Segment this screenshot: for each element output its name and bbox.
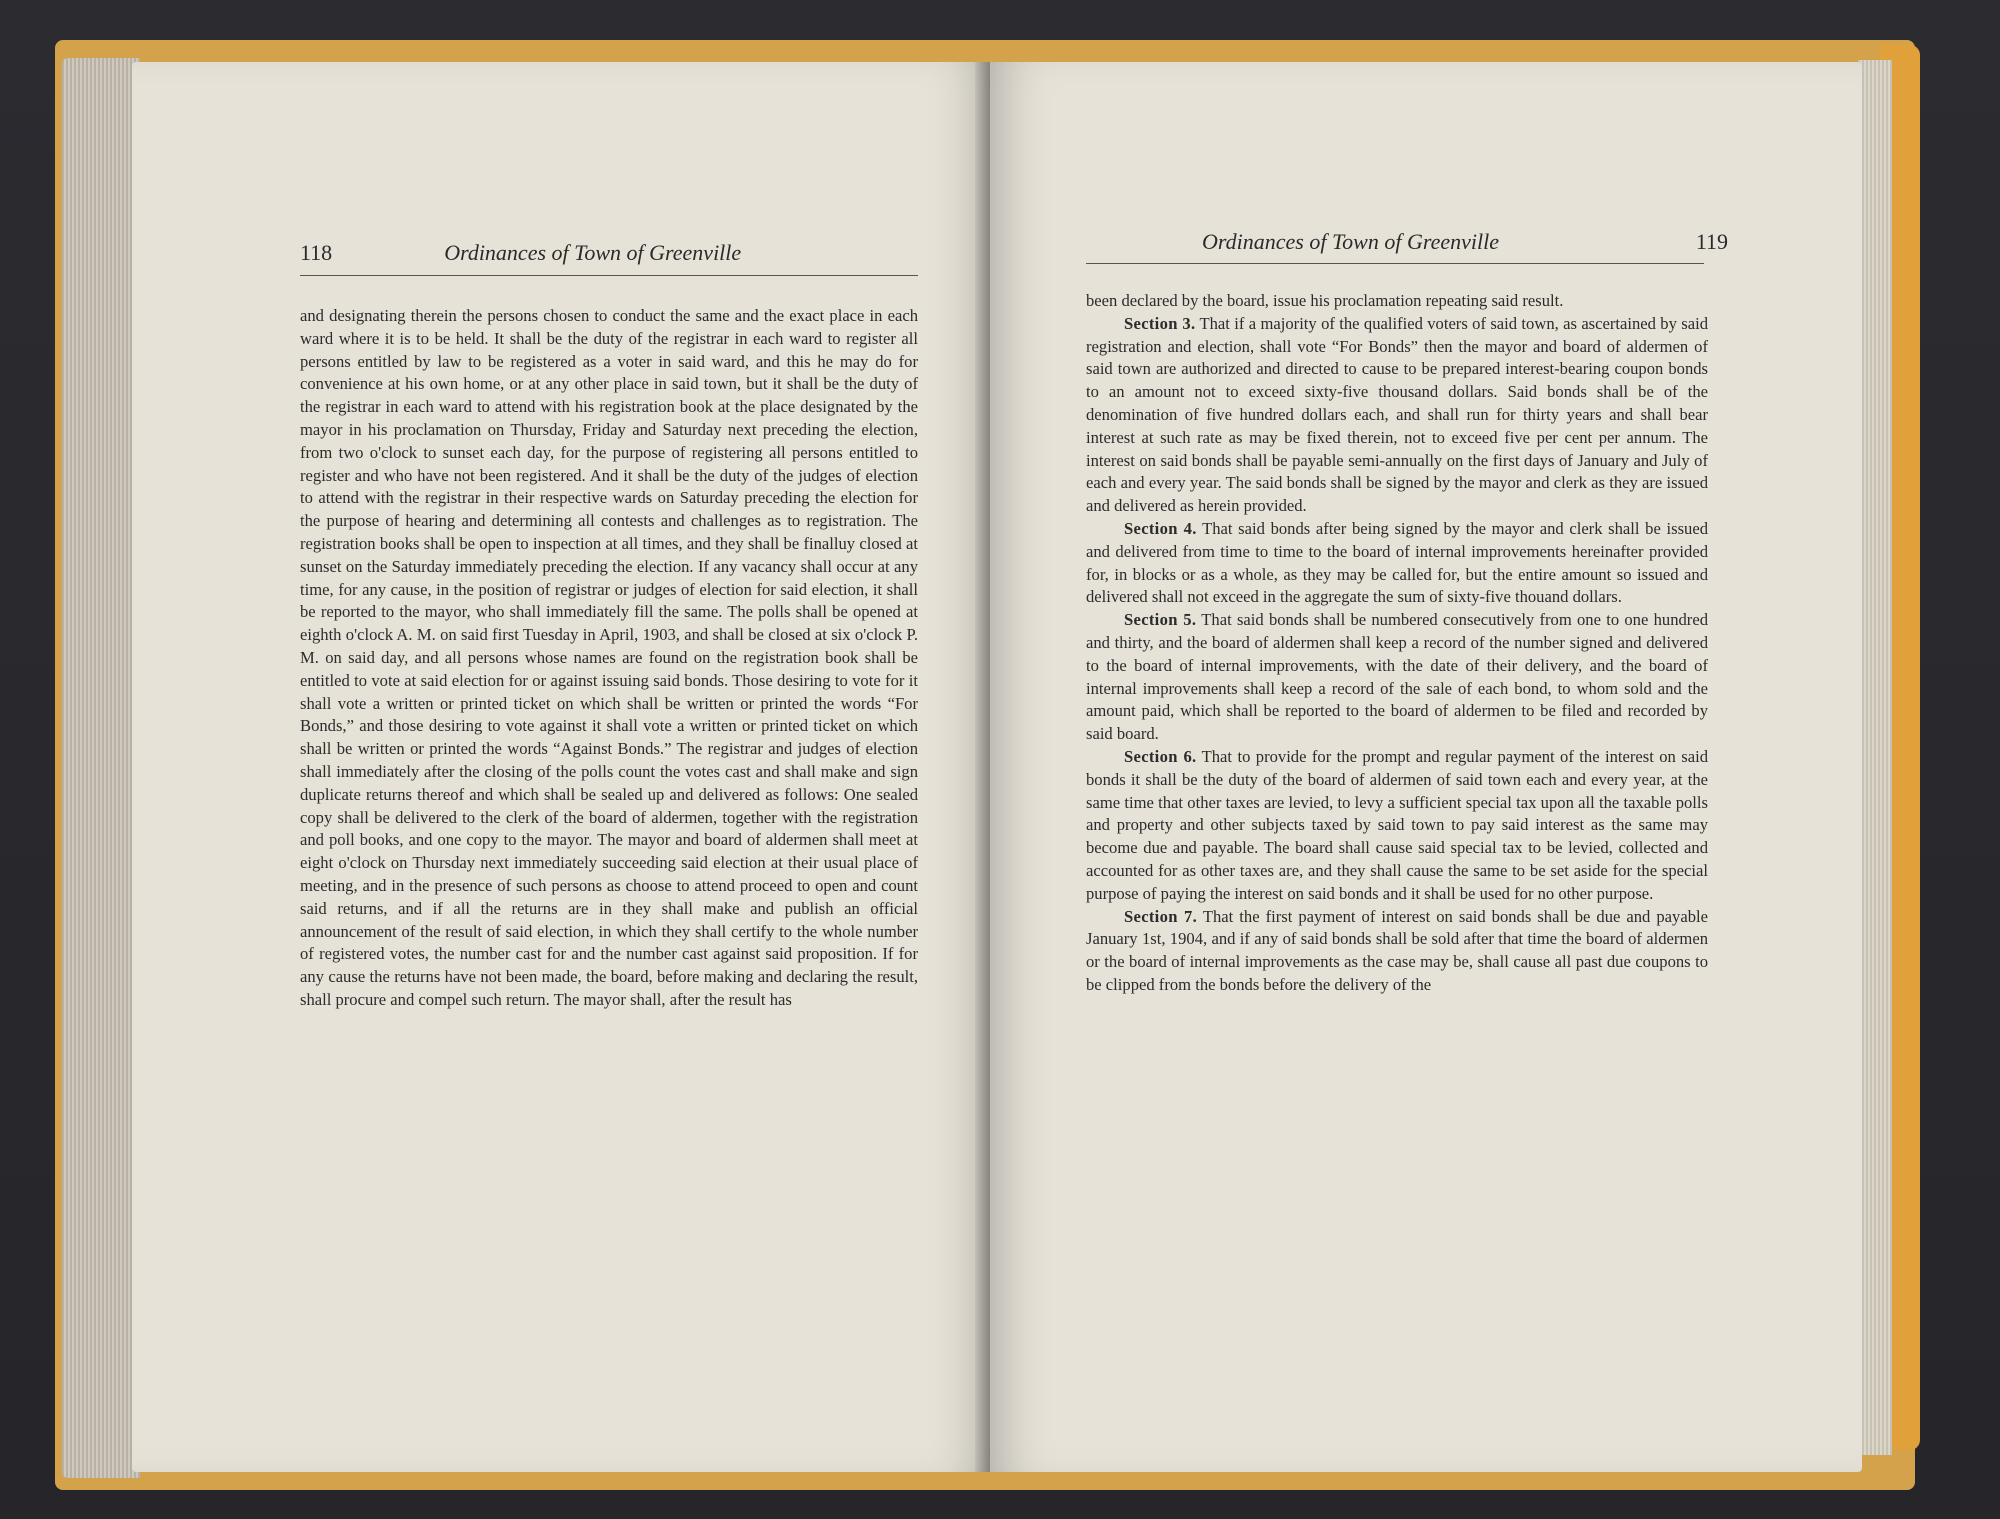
section-text: That if a majority of the qualified voters of said town, as ascertained by said registration and election, shall vote “For Bonds” then the mayor and board of aldermen of said town are authorized and directed to cause to be prepared interest-bearing coupon bonds to an amount not to exceed sixty-five thousand dollars. Said bonds shall be of the denomination of five hundred dollars each, and shall run for thirty years and shall bear interest at such rate as may be fixed therein, not to exceed five per cent per annum. The interest on said bonds shall be payable semi-annually on the first days of January and July of each and every year. The said bonds shall be signed by the mayor and clerk as they are issued and delivered as herein provided. [1086,313,1708,516]
right-page-header [1110,229,1728,255]
right-page [990,62,1862,1472]
running-title: Ordinances of Town of Greenville [444,240,742,265]
left-page [132,62,990,1472]
page-number: 118 [300,240,333,265]
right-page-body [1086,290,1708,997]
section-paragraph [1086,313,1708,518]
left-page-stack [62,58,140,1478]
running-title: Ordinances of Town of Greenville [1202,229,1499,254]
section-paragraph [1086,609,1708,746]
section-label: Section 3. [1124,313,1196,333]
section-label: Section 6. [1124,746,1197,766]
section-text: That the first payment of interest on said bonds shall be due and payable January 1st, 1904, and if any of said bonds shall be sold after that time the board of aldermen or the board of internal improvements as the case may be, shall cause all past due coupons to be clipped from the bonds before the delivery of the [1086,906,1708,994]
right-page-stack [1858,60,1892,1455]
section-paragraph [1086,518,1708,609]
section-text: That said bonds shall be numbered consecutively from one to one hundred and thirty, and the board of aldermen shall keep a record of the number signed and delivered to the board of internal improvements, with the date of their delivery, and the board of internal improvements shall keep a record of the sale of each bond, to whom sold and the amount paid, which shall be reported to the board of aldermen to be filed and recorded by said board. [1086,610,1708,744]
section-label: Section 4. [1124,518,1197,538]
left-page-body [300,305,918,1012]
body-paragraph: been declared by the board, issue his proclamation repeating said result. [1086,291,1564,310]
page-number: 119 [1695,229,1728,254]
section-label: Section 5. [1124,610,1197,630]
body-paragraph: and designating therein the persons chosen to conduct the same and the exact place in each ward where it is to be held. It shall be the duty of the registrar in each ward to register all persons entitled by law to be registered as a voter in said ward, and this he may do for convenience at his own home, or at any other place in said town, but it shall be the duty of the registrar in each ward to attend with his registration book at the place designated by the mayor in his proclamation on Thursday, Friday and Saturday next preceding the election, from two o'clock to sunset each day, for the purpose of registering all persons entitled to register and who have not been registered. And it shall be the duty of the judges of election to attend with the registrar in their respective wards on Saturday preceding the election for the purpose of hearing and determining all contests and challenges as to registration. The registration books shall be open to inspection at all times, and they shall be finalluy closed at sunset on the Saturday immediately preceding the election. If any vacancy shall occur at any time, for any cause, in the position of registrar or judges of election for said election, it shall be reported to the mayor, who shall immediately fill the same. The polls shall be opened at eighth o'clock A. M. on said first Tuesday in April, 1903, and shall be closed at six o'clock P. M. on said day, and all persons whose names are found on the registration book shall be entitled to vote at said election for or against issuing said bonds. Those desiring to vote for it shall vote a written or printed ticket on which shall be written or printed the words “For Bonds,” and those desiring to vote against it shall vote a written or printed ticket on which shall be written or printed the words “Against Bonds.” The registrar and judges of election shall immediately after the closing of the polls count the votes cast and shall make and sign duplicate returns thereof and which shall be sealed up and delivered as follows: One sealed copy shall be delivered to the clerk of the board of aldermen, together with the registration and poll books, and one copy to the mayor. The mayor and board of aldermen shall meet at eight o'clock on Thursday next immediately succeeding said election at their usual place of meeting, and in the presence of such persons as choose to attend proceed to open and count said returns, and if all the returns are in they shall make and publish an official announcement of the result of said election, in which they shall certify to the whole number of registered votes, the number cast for and the number cast against said proposition. If for any cause the returns have not been made, the board, before making and declaring the result, shall procure and compel such return. The mayor shall, after the result has [300,306,918,1009]
section-paragraph [1086,906,1708,997]
section-label: Section 7. [1124,906,1198,926]
left-page-header [300,240,741,266]
header-rule [1086,263,1704,264]
section-paragraph [1086,746,1708,906]
header-rule [300,275,918,276]
section-text: That to provide for the prompt and regular payment of the interest on said bonds it shall be the duty of the board of aldermen of said town each and every year, at the same time that other taxes are levied, to levy a sufficient special tax upon all the taxable polls and property and other subjects taxed by said town to pay said interest as the same may become due and payable. The board shall cause said special tax to be levied, collected and accounted for as other taxes are, and they shall cause the same to be set aside for the special purpose of paying the interest on said bonds and it shall be used for no other purpose. [1086,746,1708,903]
section-text: That said bonds after being signed by the mayor and clerk shall be issued and delivered from time to time to the board of internal improvements hereinafter provided for, in blocks or as a whole, as they may be called for, but the entire amount so issued and delivered shall not exceed in the aggregate the sum of sixty-five thouand dollars. [1086,518,1708,607]
